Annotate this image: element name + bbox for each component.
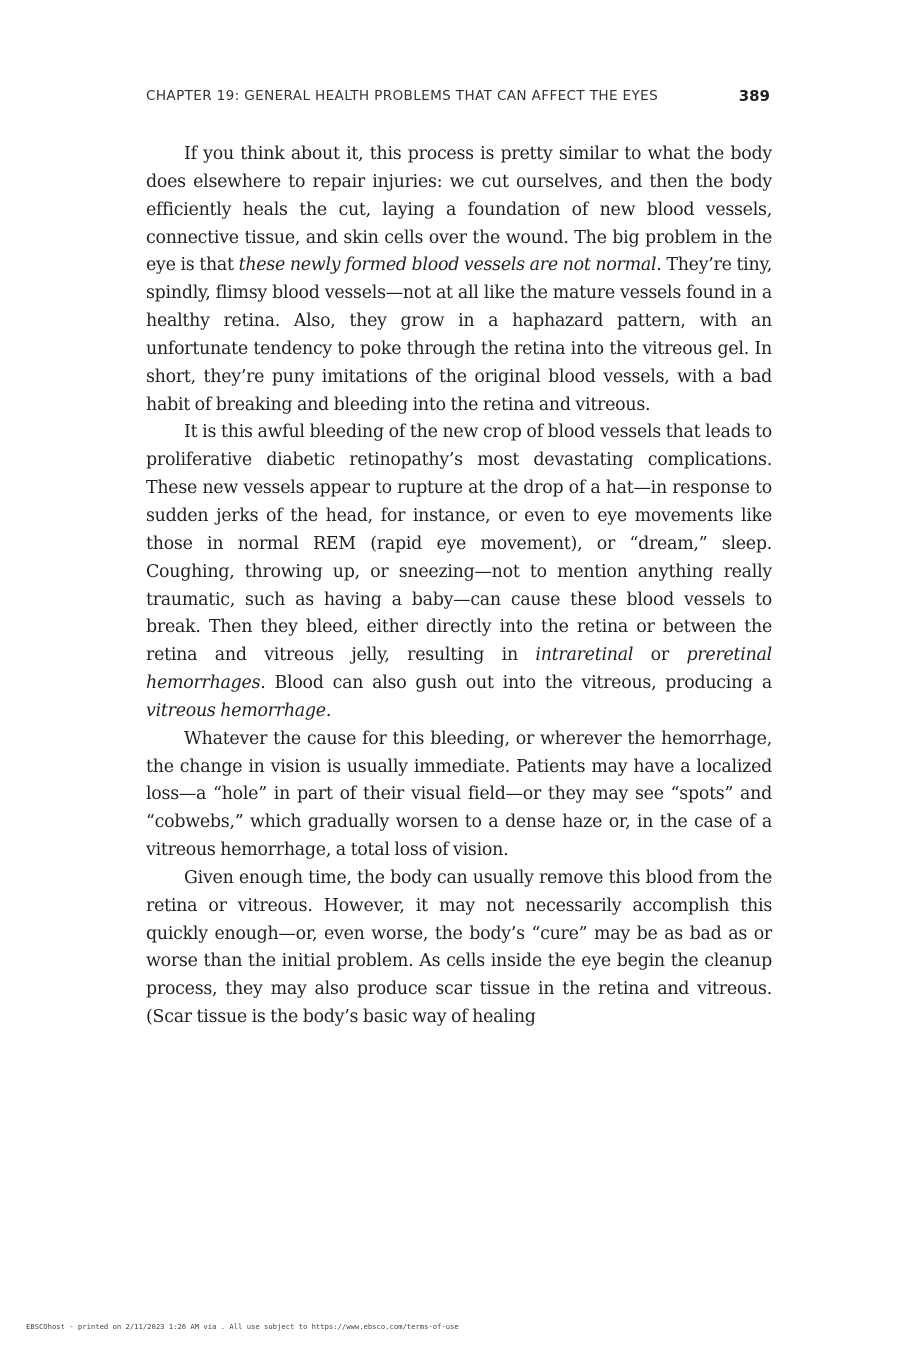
paragraph-text: If you think about it, this process is pretty similar to what the body does elsewhere to repair injuries: we cut ourselves, and then the body efficiently heals the cut, laying a foundation of new blood vessels, connective tissue, and skin cells over the wound. The big problem in the eye is that bbox=[146, 144, 772, 276]
body-text bbox=[146, 141, 772, 1032]
paragraph-text: Whatever the cause for this bleeding, or wherever the hemorrhage, the change in vision is usually immediate. Patients may have a localized loss—a “hole” in part of their visual field—or they may see “spots” and “cobwebs,” which gradually worsen to a dense haze or, in the case of a vitreous hemorrhage, a total loss of vision. bbox=[146, 728, 772, 861]
paragraph bbox=[146, 141, 772, 419]
emphasis-text: vitreous hemorrhage bbox=[146, 700, 326, 721]
emphasis-text: intraretinal bbox=[535, 645, 634, 666]
paragraph-text: Given enough time, the body can usually remove this blood from the retina or vitreous. However, it may not necessarily accomplish this quickly enough—or, even worse, the body’s “cure” may be as bad as or worse than the initial problem. As cells inside the eye begin the cleanup process, they may also produce scar tissue in the retina and vitreous. (Scar tissue is the body’s basic way of healing bbox=[146, 867, 772, 1028]
paragraph bbox=[146, 726, 772, 865]
print-footer: EBSCOhost - printed on 2/11/2023 1:26 AM via . All use subject to https://www.ebsco.com/terms-of-use bbox=[26, 1322, 459, 1331]
emphasis-text: these newly formed blood vessels are not normal bbox=[238, 255, 657, 276]
paragraph-text: . They’re tiny, spindly, flimsy blood vessels—not at all like the mature vessels found in a healthy retina. Also, they grow in a haphazard pattern, with an unfortunate tendency to poke through the retina into the vitreous gel. In short, they’re puny imitations of the original blood vessels, with a bad habit of breaking and bleeding into the retina and vitreous. bbox=[146, 255, 772, 415]
paragraph bbox=[146, 865, 772, 1032]
chapter-title: CHAPTER 19: GENERAL HEALTH PROBLEMS THAT CAN AFFECT THE EYES bbox=[146, 88, 659, 104]
paragraph-text: It is this awful bleeding of the new crop of blood vessels that leads to proliferative diabetic retinopathy’s most devastating complications. These new vessels appear to rupture at the drop of a hat—in response to sudden jerks of the head, for instance, or even to eye movements like those in normal REM (rapid eye movement), or “dream,” sleep. Coughing, throwing up, or sneezing—not to mention anything really traumatic, such as having a baby—can cause these blood vessels to break. Then they bleed, either directly into the retina or between the retina and vitreous jelly, resulting in bbox=[146, 422, 772, 666]
paragraph bbox=[146, 419, 772, 725]
paragraph-text: or bbox=[633, 645, 687, 666]
emphasis-text: preretinal hemorrhages. bbox=[146, 645, 772, 694]
page-number: 389 bbox=[738, 87, 770, 105]
running-head bbox=[146, 84, 770, 108]
paragraph-text: . bbox=[325, 700, 332, 721]
paragraph-text: Blood can also gush out into the vitreous, producing a bbox=[265, 673, 772, 694]
